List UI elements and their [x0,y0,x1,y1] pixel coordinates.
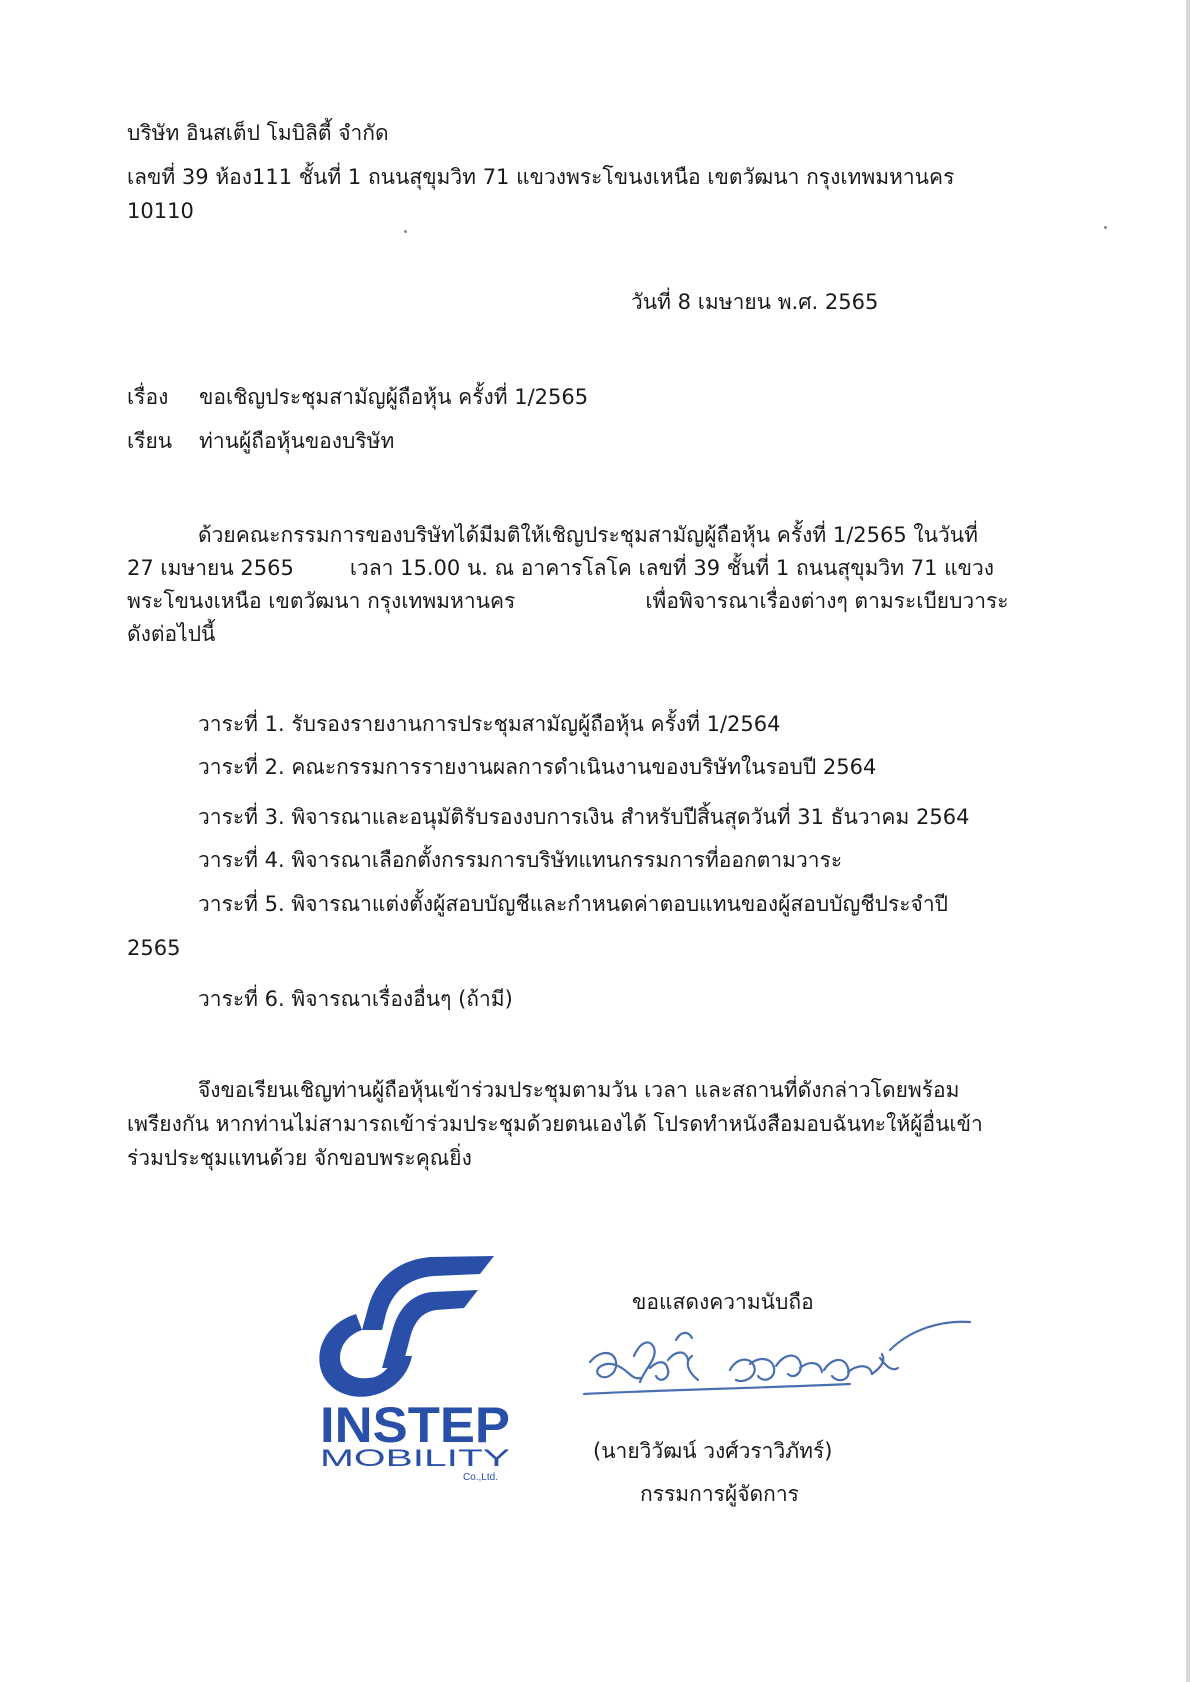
signature-regards: ขอแสดงความนับถือ [632,1290,814,1314]
letter-date: วันที่ 8 เมษายน พ.ศ. 2565 [631,290,879,314]
scan-speck [404,230,407,233]
recipient-row [127,424,394,458]
scan-speck [1104,226,1107,229]
handwritten-signature [580,1310,980,1405]
logo-text-instep: INSTEP [320,1397,510,1453]
agenda-item-2: วาระที่ 2. คณะกรรมการรายงานผลการดำเนินงานของบริษัทในรอบปี 2564 [198,755,877,779]
intro-line1: ด้วยคณะกรรมการของบริษัทได้มีมติให้เชิญประชุมสามัญผู้ถือหุ้น ครั้งที่ 1/2565 ในวันที่ [198,523,978,547]
agenda-item-1: วาระที่ 1. รับรองรายงานการประชุมสามัญผู้ถือหุ้น ครั้งที่ 1/2564 [198,712,781,736]
agenda-item-3: วาระที่ 3. พิจารณาและอนุมัติรับรองงบการเงิน สำหรับปีสิ้นสุดวันที่ 31 ธันวาคม 2564 [198,805,970,829]
sender-address-line2: 10110 [127,199,194,223]
intro-line3-location: พระโขนงเหนือ เขตวัฒนา กรุงเทพมหานคร [127,589,516,613]
intro-line2-time-place: เวลา 15.00 น. ณ อาคารโลโค เลขที่ 39 ชั้นที่ 1 ถนนสุขุมวิท 71 แขวง [349,556,995,580]
agenda-item-5: วาระที่ 5. พิจารณาแต่งตั้งผู้สอบบัญชีและกำหนดค่าตอบแทนของผู้สอบบัญชีประจำปี [198,892,948,916]
recipient-text: ท่านผู้ถือหุ้นของบริษัท [199,429,395,453]
intro-line3 [127,584,1009,618]
subject-row [127,380,588,414]
logo-mark-icon [319,1256,494,1397]
agenda-item-6: วาระที่ 6. พิจารณาเรื่องอื่นๆ (ถ้ามี) [198,987,513,1011]
intro-line2 [127,551,994,585]
signatory-title: กรรมการผู้จัดการ [640,1482,799,1506]
closing-line1: จึงขอเรียนเชิญท่านผู้ถือหุ้นเข้าร่วมประชุมตามวัน เวลา และสถานที่ดังกล่าวโดยพร้อม [198,1078,960,1102]
subject-text: ขอเชิญประชุมสามัญผู้ถือหุ้น ครั้งที่ 1/2565 [199,385,589,409]
signatory-name: (นายวิวัฒน์ วงศ์วราวิภัทร์) [593,1439,833,1463]
page-edge [1186,0,1190,1682]
closing-line3: ร่วมประชุมแทนด้วย จักขอบพระคุณยิ่ง [127,1146,472,1170]
intro-line2-date: 27 เมษายน 2565 [127,556,294,580]
logo-text-coltd: Co.,Ltd. [462,1472,498,1482]
intro-line4: ดังต่อไปนี้ [127,622,216,646]
instep-mobility-logo [312,1252,522,1482]
sender-address-line1: เลขที่ 39 ห้อง111 ชั้นที่ 1 ถนนสุขุมวิท 71 แขวงพระโขนงเหนือ เขตวัฒนา กรุงเทพมหานคร [127,165,955,189]
intro-line3-purpose: เพื่อพิจารณาเรื่องต่างๆ ตามระเบียบวาระ [645,589,1009,613]
sender-company: บริษัท อินสเต็ป โมบิลิตี้ จำกัด [127,121,389,145]
agenda-item-4: วาระที่ 4. พิจารณาเลือกตั้งกรรมการบริษัทแทนกรรมการที่ออกตามวาระ [198,848,843,872]
agenda-item-5-continued: 2565 [127,936,181,960]
recipient-label: เรียน [127,429,173,453]
subject-label: เรื่อง [127,385,169,409]
logo-text-mobility: MOBILITY [320,1445,510,1472]
closing-line2: เพรียงกัน หากท่านไม่สามารถเข้าร่วมประชุมด้วยตนเองได้ โปรดทำหนังสือมอบฉันทะให้ผู้อื่นเข้า [127,1112,983,1136]
